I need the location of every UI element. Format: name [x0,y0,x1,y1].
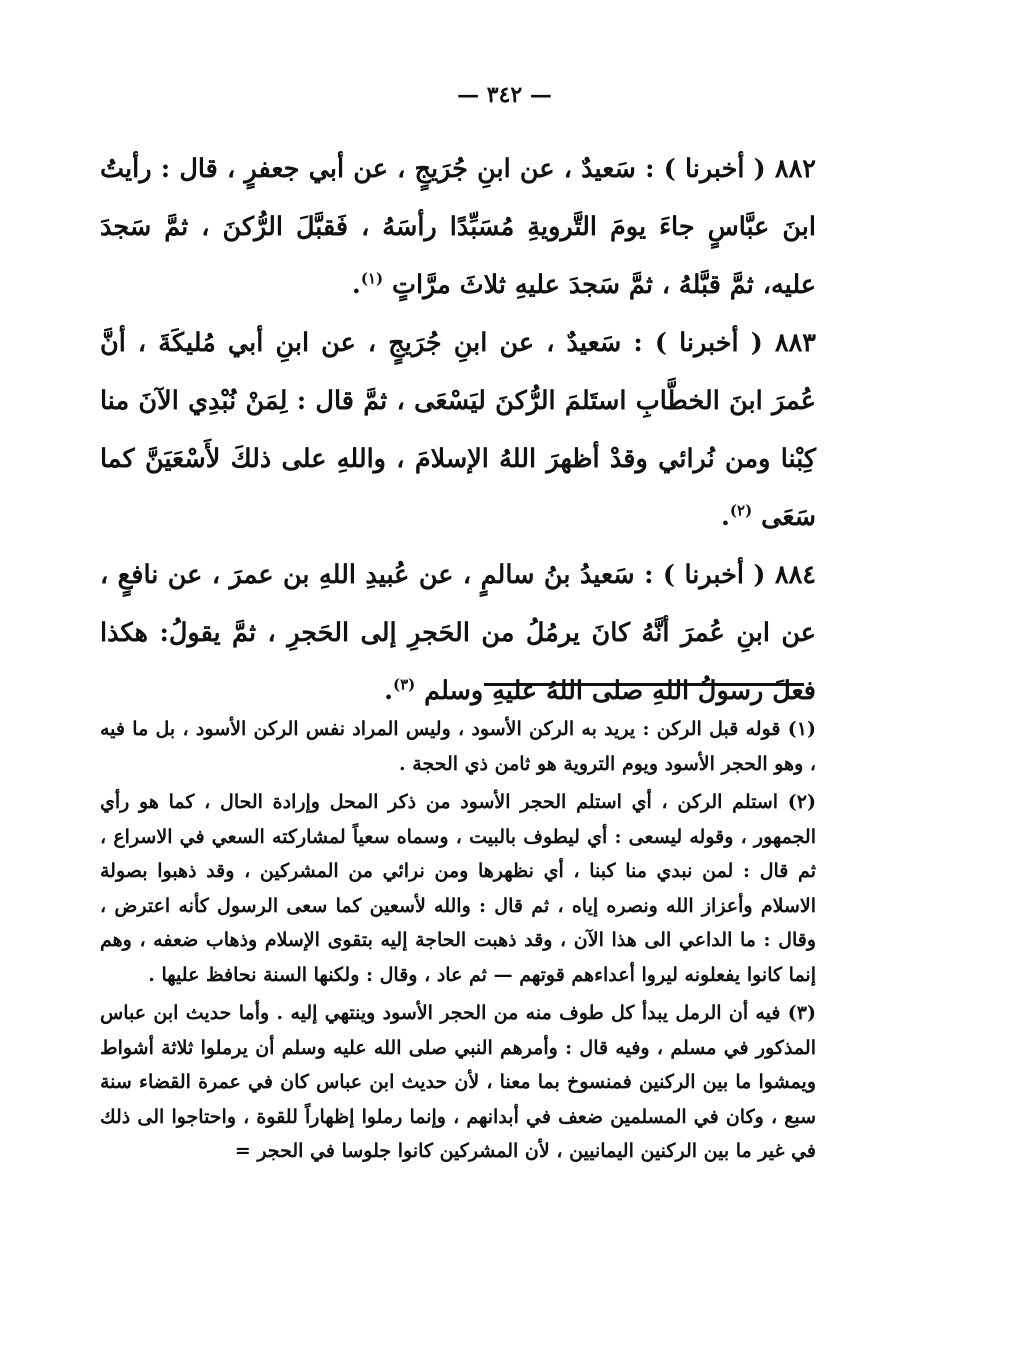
paragraph-end: . [384,676,393,706]
paragraph-number: ٨٨٤ [774,560,816,590]
footnote-text: فيه أن الرمل يبدأ كل طوف منه من الحجر الأسود وينتهي إليه . وأما حديث ابن عباس المذكور في مسلم ، وفيه قال : وأمرهم النبي صلى الله عليه وسلم أن يرملوا ثلاثة أشواط ويمشوا ما بين الركنين فمنسوخ بما معنا ، لأن حديث ابن عباس كان في عمرة القضاء سنة سبع ، وكان في المسلمين ضعف في أبدانهم ، وإنما رملوا إظهاراً للقوة ، واحتاجوا الى ذلك في غير ما بين الركنين اليمانيين ، لأن المشركين كانوا جلوسا في الحجر = [100,1002,816,1162]
footnote-2 [100,785,816,992]
footnote-separator [484,683,804,686]
paragraph-884 [100,546,816,720]
paragraph-text: ( أخبرنا ) : سَعيدٌ ، عن ابنِ جُرَيجٍ ، عن أبي جعفرٍ ، قال : رأيتُ ابنَ عبَّاسٍ جاءَ يومَ التَّرويةِ مُسَبِّدًا رأسَهُ ، فَقبَّلَ الرُّكنَ ، ثمَّ سَجدَ عليه، ثمَّ قبَّلهُ ، ثمَّ سَجدَ عليهِ ثلاثَ مرَّاتٍ [100,154,816,300]
footnotes [100,712,816,1169]
paragraph-883 [100,314,816,546]
paragraph-number: ٨٨٢ [774,154,816,184]
footnote-reference: (١) [360,269,384,288]
main-text [100,140,816,720]
footnote-reference: (٢) [729,501,753,520]
footnote-1 [100,712,816,781]
paragraph-end: . [721,502,730,532]
footnote-number: (٢) [787,791,816,813]
paragraph-number: ٨٨٣ [774,328,816,358]
page-number: — ٣٤٢ — [457,82,552,108]
paragraph-text: ( أخبرنا ) : سَعيدُ بنُ سالمٍ ، عن عُبيدِ اللهِ بن عمرَ ، عن نافعٍ ، عن ابنِ عُمرَ أنَّهُ كانَ يرمُلُ من الحَجرِ إلى الحَجرِ ، ثمَّ يقولُ: هكذا فعلَ رسولُ اللهِ صلى اللهُ عليهِ وسلم [100,560,816,706]
paragraph-end: . [351,270,361,300]
footnote-3 [100,996,816,1169]
paragraph-text: ( أخبرنا ) : سَعيدٌ ، عن ابنِ جُرَيجٍ ، عن ابنِ أبي مُليكَةَ ، أنَّ عُمرَ ابنَ الخطَّابِ استَلمَ الرُّكنَ ليَسْعَى ، ثمَّ قال : لِمَنْ نُبْدِي الآنَ منا كِبْنا ومن نُرائي وقدْ أظهرَ اللهُ الإسلامَ ، واللهِ على ذلكَ لأَسْعَيَنَّ كما سَعَى [100,328,816,532]
footnote-number: (١) [787,718,816,740]
footnote-reference: (٣) [392,675,416,694]
footnote-text: قوله قبل الركن : يريد به الركن الأسود ، وليس المراد نفس الركن الأسود ، بل ما فيه ، وهو الحجر الأسود ويوم التروية هو ثامن ذي الحجة . [100,718,816,775]
paragraph-882 [100,140,816,314]
footnote-text: استلم الركن ، أي استلم الحجر الأسود من ذكر المحل وإرادة الحال ، كما هو رأي الجمهور ، وقوله ليسعى : أي ليطوف بالبيت ، وسماه سعياً لمشاركته السعي في الاسراع ، ثم قال : لمن نبدي منا كبنا ، أي نظهرها ومن نرائي من المشركين ، وقد ذهبوا بصولة الاسلام وأعزاز الله ونصره إياه ، ثم قال : والله لأسعين كما سعى الرسول كأنه اعترض ، وقال : ما الداعي الى هذا الآن ، وقد ذهبت الحاجة إليه بتقوى الإسلام وذهاب ضعفه ، وهم إنما كانوا يفعلونه ليروا أعداءهم قوتهم — ثم عاد ، وقال : ولكنها السنة نحافظ عليها . [100,791,816,986]
footnote-number: (٣) [787,1002,817,1024]
